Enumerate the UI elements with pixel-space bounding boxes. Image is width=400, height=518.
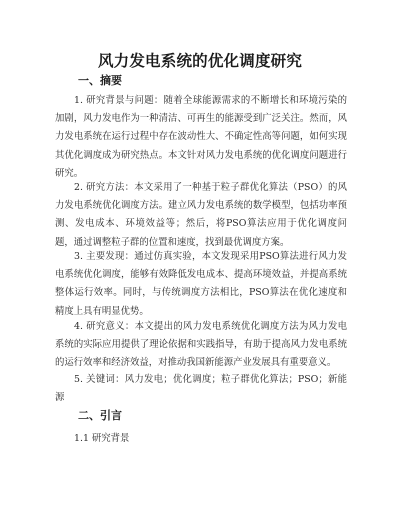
section-heading-abstract: 一、摘要 bbox=[78, 74, 122, 87]
abstract-paragraph-background: 1. 研究背景与问题：随着全球能源需求的不断增长和环境污染的加剧，风力发电作为一种清洁、可再生的能源受到广泛关注。然而，风力发电系统在运行过程中存在波动性大、不确定性高等问题，如何实现其优化调度成为研究热点。本文针对风力发电系统的优化调度问题进行研究。 bbox=[55, 95, 347, 179]
abstract-paragraph-significance: 4. 研究意义：本文提出的风力发电系统优化调度方法为风力发电系统的实际应用提供了理论依据和实践指导，有助于提高风力发电系统的运行效率和经济效益，对推动我国新能源产业发展具有重要意义。 bbox=[55, 321, 347, 369]
abstract-paragraph-findings: 3. 主要发现：通过仿真实验，本文发现采用PSO算法进行风力发电系统优化调度，能够有效降低发电成本、提高环境效益，并提高系统整体运行效率。同时，与传统调度方法相比，PSO算法在优化速度和精度上具有明显优势。 bbox=[55, 251, 347, 317]
abstract-paragraph-keywords: 5. 关键词：风力发电；优化调度；粒子群优化算法；PSO；新能源 bbox=[55, 374, 347, 404]
abstract-paragraph-method: 2. 研究方法：本文采用了一种基于粒子群优化算法（PSO）的风力发电系统优化调度方法。建立风力发电系统的数学模型，包括功率预测、发电成本、环境效益等；然后，将PSO算法应用于优化调度问题，通过调整粒子群的位置和速度，找到最优调度方案。 bbox=[55, 182, 347, 248]
section-heading-introduction: 二、引言 bbox=[78, 409, 122, 422]
subsection-heading-background: 1.1 研究背景 bbox=[74, 433, 130, 444]
document-title: 风力发电系统的优化调度研究 bbox=[97, 51, 303, 70]
